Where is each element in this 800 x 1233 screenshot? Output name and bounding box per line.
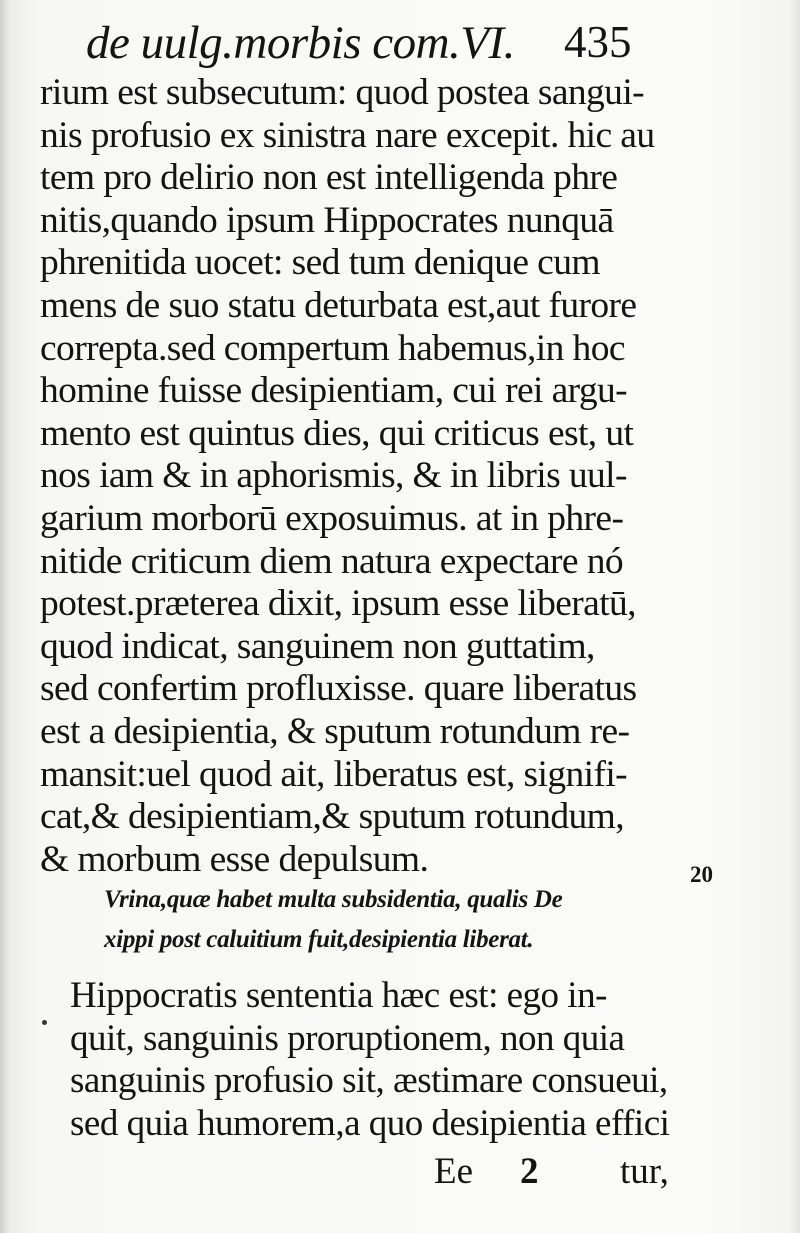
text-line: sed confertim profluxisse. quare liberatus [40,668,637,710]
text-line: nis profusio ex sinistra nare excepit. hic au [40,114,655,156]
page-header [78,10,678,74]
text-line: Hippocratis sententia hæc est: ego in- [70,975,607,1016]
margin-line-number: 20 [690,862,713,887]
text-line: tem pro delirio non est intelligenda phre [40,157,618,199]
text-line: quit, sanguinis proruptionem, non quia [70,1017,625,1059]
text-line: garium morborū exposuimus. at in phre- [40,497,624,539]
text-line: nitis,quando ipsum Hippocrates nunquā [40,199,614,241]
commentary-text [70,975,690,1145]
running-title: de uulg.morbis com.VI. [86,17,515,69]
text-line: rium est subsecutum: quod postea sangui- [40,72,645,113]
text-line: mansit:uel quod ait, liberatus est, signifi- [40,753,628,795]
page-number: 435 [564,17,632,67]
text-line: mens de suo statu deturbata est,aut furore [40,284,637,326]
ink-speck [42,1020,47,1025]
signature-mark: Ee [434,1151,474,1192]
text-line: est a desipientia, & sputum rotundum re- [40,710,630,752]
signature-number: 2 [520,1151,539,1192]
text-line: correpta.sed compertum habemus,in hoc [40,327,625,369]
body-text [40,72,680,881]
text-line: quod indicat, sanguinem non guttatim, [40,625,595,667]
text-line: & morbum esse depulsum. [40,838,429,880]
text-line: potest.præterea dixit, ipsum esse liberatū, [40,583,636,625]
text-line: nitide criticum diem natura expectare nó [40,540,624,582]
text-line: phrenitida uocet: sed tum denique cum [40,242,600,284]
text-line: sed quia humorem,a quo desipientia effici [70,1102,670,1144]
text-line: sanguinis profusio sit, æstimare consueui, [70,1060,668,1102]
lemma-line: xippi post caluitium fuit,desipientia liberat. [104,926,534,953]
catchword: tur, [620,1151,669,1192]
page-footer [420,1150,700,1194]
text-line: nos iam & in aphorismis, & in libris uul- [40,455,627,497]
text-line: cat,& desipientiam,& sputum rotundum, [40,796,624,838]
text-line: homine fuisse desipientiam, cui rei argu- [40,370,628,412]
lemma-line: Vrina,quæ habet multa subsidentia, qualis De [104,886,563,913]
text-line: mento est quintus dies, qui criticus est, ut [40,412,634,454]
lemma-quotation [104,880,684,960]
